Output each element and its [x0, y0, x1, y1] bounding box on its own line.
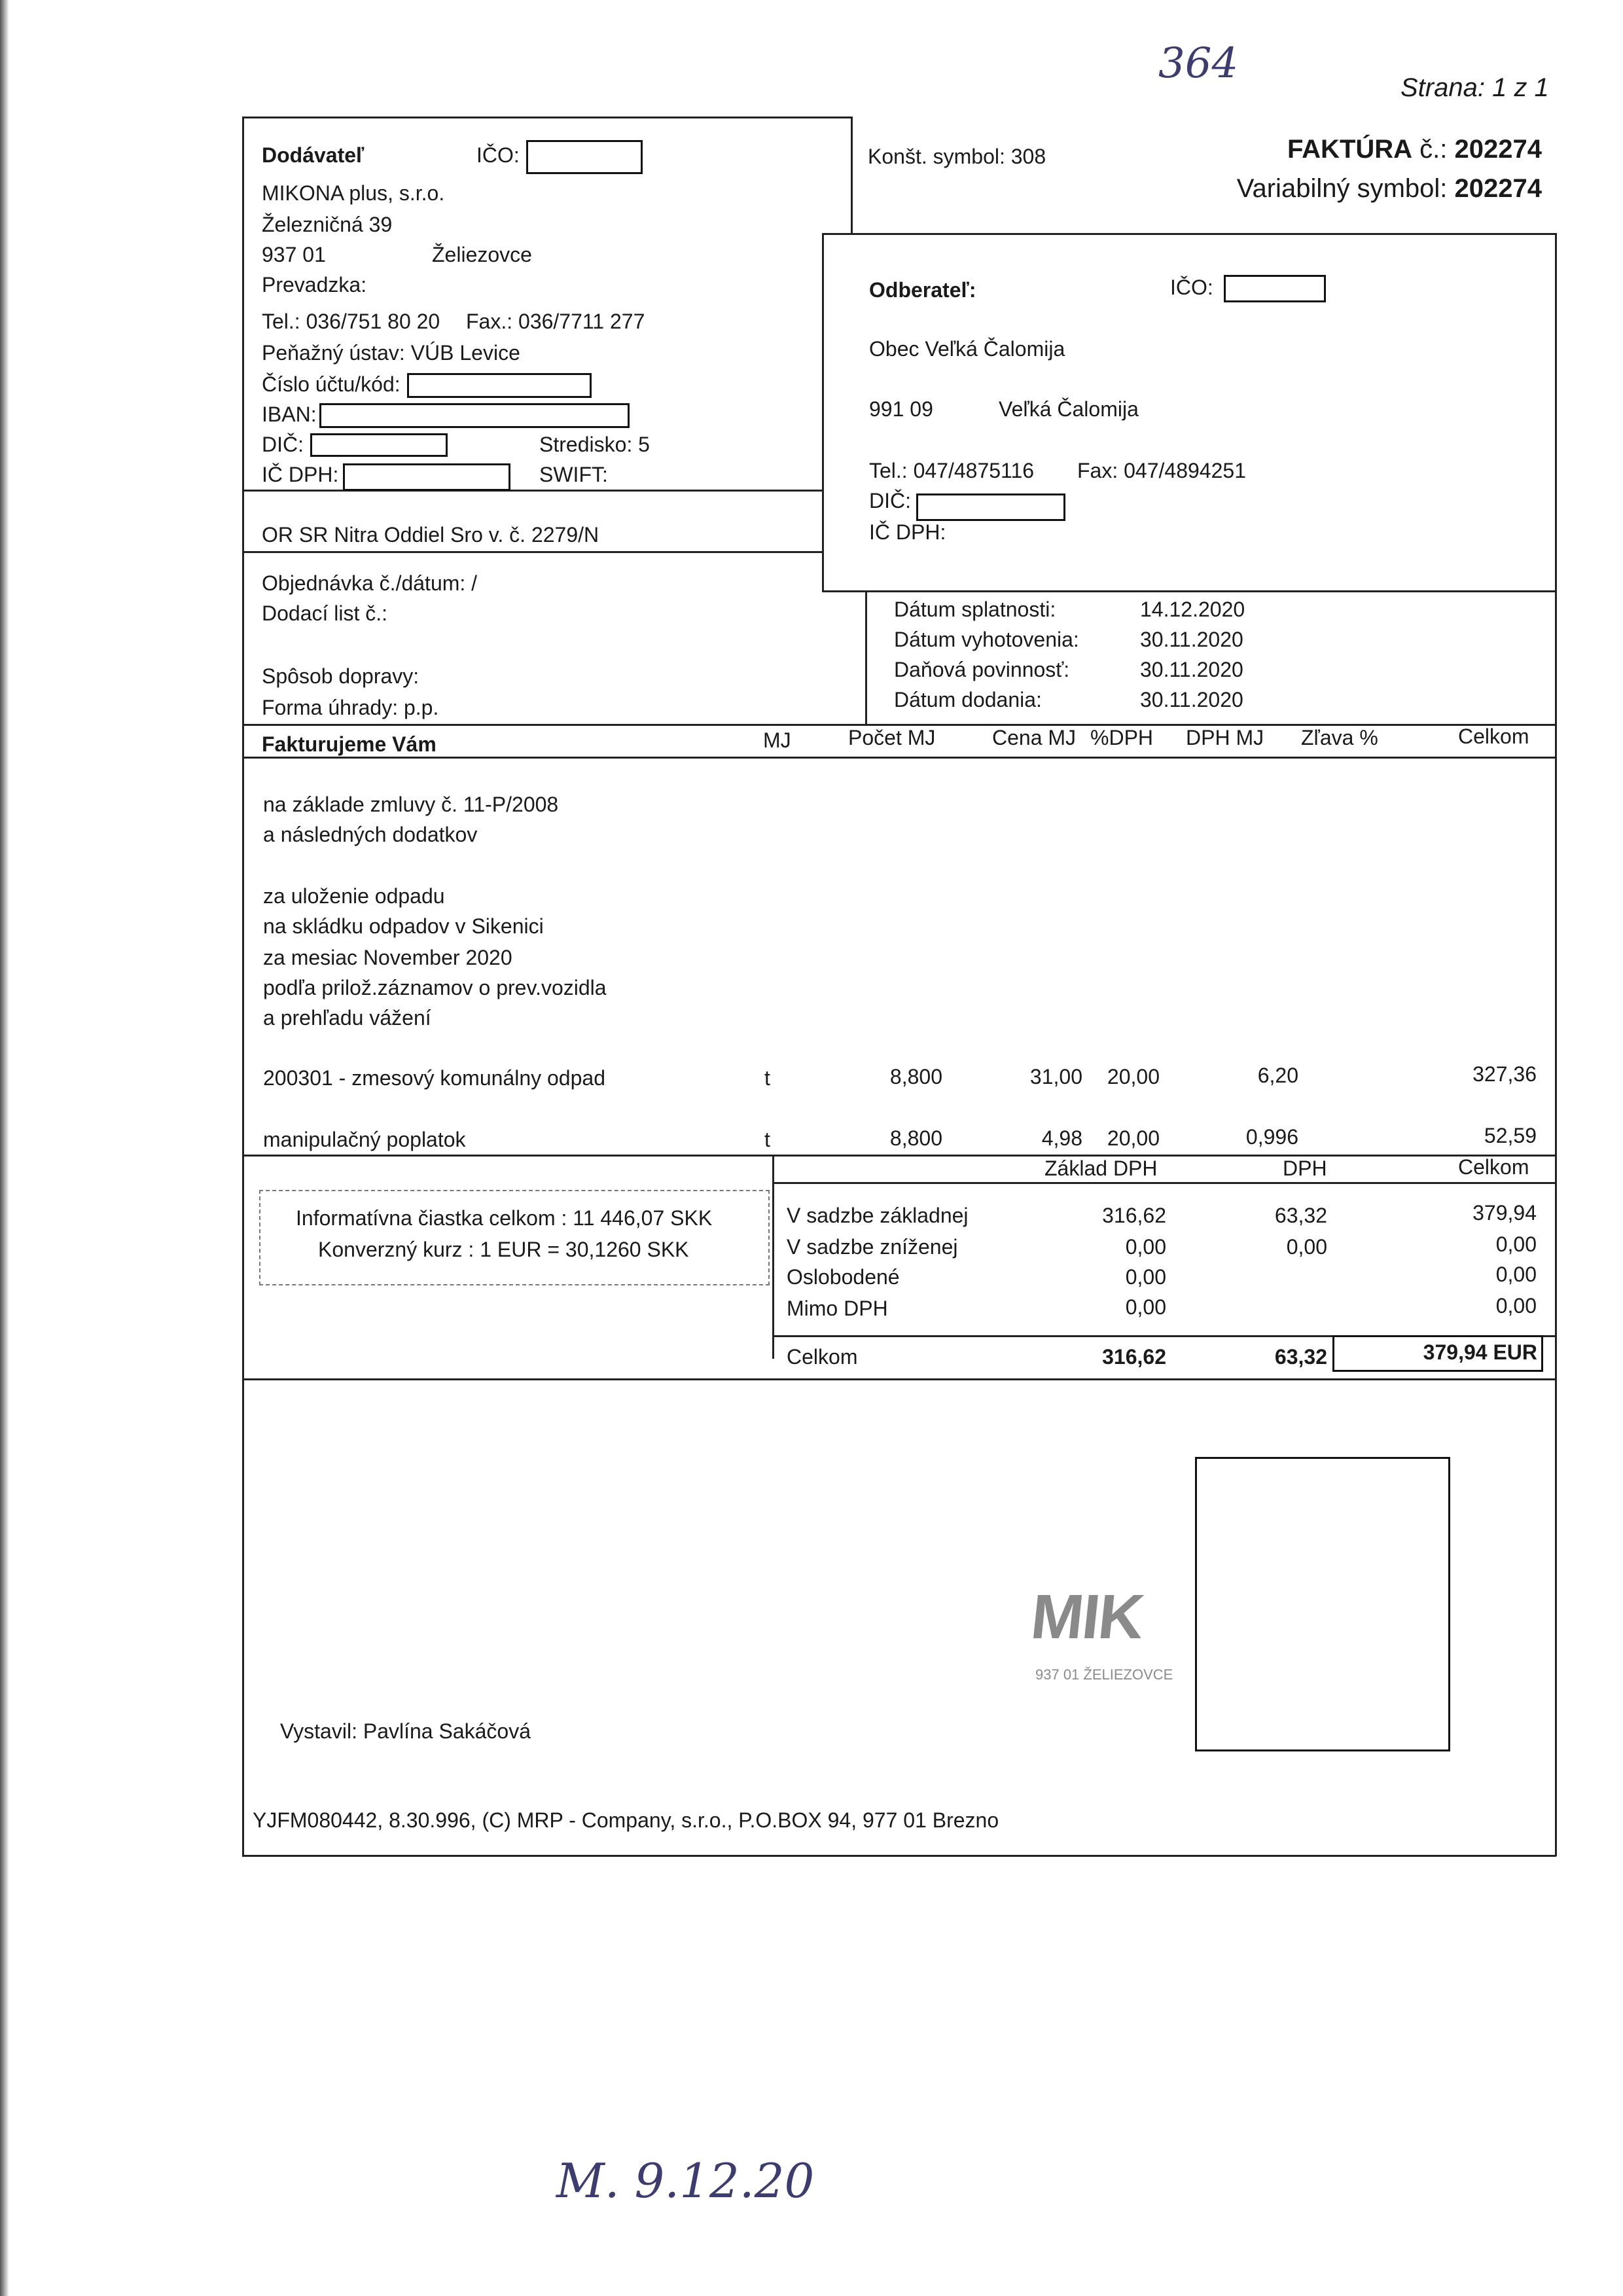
order-date-sep [865, 590, 867, 725]
scan-edge-shadow [0, 0, 9, 2296]
frame-left [242, 117, 244, 1856]
invoice-number: 202274 [1454, 135, 1542, 164]
date-label: Dátum vyhotovenia: [894, 628, 1079, 651]
footer-text: YJFM080442, 8.30.996, (C) MRP - Company, s.r.o., P.O.BOX 94, 977 01 Brezno [253, 1808, 999, 1832]
item-total: 327,36 [1472, 1062, 1537, 1086]
item-qty: 8,800 [889, 1126, 942, 1150]
delivery-note-label: Dodací list č.: [262, 601, 388, 625]
supplier-street: Železničná 39 [262, 213, 393, 236]
grand-total: 379,94 EUR [1332, 1335, 1543, 1372]
summary-bottom [242, 1378, 1556, 1380]
handwritten-date: M. 9.12.20 [556, 2153, 815, 2208]
customer-dic-label: DIČ: [869, 489, 911, 512]
item-qty: 8,800 [889, 1065, 942, 1088]
summary-total: 0,00 [1495, 1294, 1537, 1318]
summary-base: 316,62 [1102, 1204, 1166, 1227]
description-line: na skládku odpadov v Sikenici [263, 914, 544, 938]
handwritten-number: 364 [1158, 39, 1239, 88]
item-vat-mj: 0,996 [1245, 1125, 1298, 1149]
redacted-supplier-icdph [343, 463, 510, 491]
supplier-fax: Fax.: 036/7711 277 [466, 310, 645, 333]
supplier-center: Stredisko: 5 [539, 433, 650, 456]
summary-col-base: Základ DPH [1044, 1157, 1158, 1180]
summary-total: 0,00 [1495, 1263, 1537, 1286]
summary-total-base: 316,62 [1102, 1345, 1166, 1369]
customer-box-bottom [822, 590, 1556, 592]
supplier-icdph-label: IČ DPH: [262, 463, 339, 486]
date-label: Dátum splatnosti: [894, 598, 1056, 621]
col-qty: Počet MJ [848, 726, 936, 749]
summary-label: Mimo DPH [787, 1297, 888, 1320]
var-symbol-row [1237, 174, 1542, 204]
customer-label: Odberateľ: [869, 278, 976, 302]
summary-header-bottom [772, 1182, 1556, 1184]
supplier-sep-1 [242, 490, 822, 492]
summary-total: 379,94 [1472, 1201, 1537, 1225]
summary-vat: 63,32 [1274, 1204, 1327, 1227]
description-line: za uloženie odpadu [263, 884, 445, 908]
customer-zip: 991 09 [869, 397, 933, 421]
supplier-registry: OR SR Nitra Oddiel Sro v. č. 2279/N [262, 523, 599, 547]
item-price: 4,98 [1041, 1126, 1082, 1150]
description-line: a následných dodatkov [263, 823, 478, 846]
date-value: 14.12.2020 [1140, 598, 1245, 621]
item-mj: t [764, 1128, 770, 1151]
summary-left [772, 1155, 774, 1359]
supplier-ico-label: IČO: [476, 143, 520, 167]
supplier-iban-label: IBAN: [262, 403, 317, 426]
item-name: 200301 - zmesový komunálny odpad [263, 1066, 605, 1090]
summary-col-total: Celkom [1458, 1155, 1529, 1179]
summary-label: V sadzbe základnej [787, 1204, 969, 1227]
konst-symbol: Konšt. symbol: 308 [868, 145, 1046, 168]
description-line: a prehľadu vážení [263, 1006, 431, 1030]
supplier-label: Dodávateľ [262, 143, 365, 167]
summary-total-label: Celkom [787, 1345, 858, 1369]
invoice-title-row [1287, 135, 1542, 164]
company-stamp-logo: MIK [1027, 1582, 1147, 1652]
items-bottom [242, 1155, 1556, 1157]
col-price: Cena MJ [992, 726, 1077, 749]
summary-label: V sadzbe zníženej [787, 1235, 958, 1259]
payment-label: Forma úhrady: p.p. [262, 696, 439, 719]
item-name: manipulačný poplatok [263, 1128, 466, 1151]
items-header-bottom [242, 757, 1556, 759]
col-mj: MJ [763, 728, 791, 752]
customer-phone: Tel.: 047/4875116 [869, 459, 1035, 482]
item-mj: t [764, 1066, 770, 1090]
company-stamp-address: 937 01 ŽELIEZOVCE [1035, 1666, 1173, 1683]
frame-bottom [242, 1855, 1556, 1857]
summary-col-vat: DPH [1283, 1157, 1327, 1180]
description-line: za mesiac November 2020 [263, 946, 512, 969]
supplier-name: MIKONA plus, s.r.o. [262, 181, 445, 205]
customer-box-left [822, 233, 824, 592]
invoice-title: FAKTÚRA [1287, 135, 1413, 164]
summary-vat: 0,00 [1286, 1235, 1327, 1259]
frame-right [1555, 233, 1557, 1856]
supplier-city: Želiezovce [432, 243, 532, 266]
items-title: Fakturujeme Vám [262, 732, 437, 756]
info-rate: Konverzný kurz : 1 EUR = 30,1260 SKK [318, 1238, 689, 1261]
frame-mid [851, 117, 853, 234]
supplier-office: Prevadzka: [262, 273, 367, 296]
item-vat-pct: 20,00 [1107, 1126, 1160, 1150]
col-vat-mj: DPH MJ [1186, 726, 1264, 749]
customer-icdph-label: IČ DPH: [869, 520, 946, 544]
frame-header-sep [822, 233, 1556, 235]
customer-ico-label: IČO: [1170, 276, 1213, 299]
frame-top [242, 117, 851, 118]
var-symbol-label: Variabilný symbol: [1236, 174, 1448, 203]
item-price: 31,00 [1029, 1065, 1082, 1088]
transport-label: Spôsob dopravy: [262, 664, 419, 688]
col-discount: Zľava % [1301, 726, 1378, 749]
item-vat-mj: 6,20 [1257, 1064, 1298, 1087]
redacted-supplier-ico [526, 140, 643, 174]
redacted-iban [319, 403, 630, 428]
customer-fax: Fax: 047/4894251 [1077, 459, 1246, 482]
supplier-swift-label: SWIFT: [539, 463, 608, 486]
date-label: Dátum dodania: [894, 688, 1042, 711]
item-total: 52,59 [1484, 1124, 1537, 1147]
summary-base: 0,00 [1125, 1265, 1166, 1289]
col-total: Celkom [1458, 725, 1529, 748]
supplier-sep-2 [242, 551, 822, 553]
redacted-customer-dic [916, 493, 1065, 521]
date-value: 30.11.2020 [1140, 658, 1243, 681]
description-line: na základe zmluvy č. 11-P/2008 [263, 793, 559, 816]
summary-label: Oslobodené [787, 1265, 900, 1289]
redacted-customer-ico [1224, 275, 1326, 302]
col-vat-pct: %DPH [1090, 726, 1154, 749]
customer-city: Veľká Čalomija [999, 397, 1139, 421]
supplier-bank: Peňažný ústav: VÚB Levice [262, 341, 520, 365]
redacted-signature [1195, 1457, 1450, 1751]
info-amount: Informatívna čiastka celkom : 11 446,07 SKK [296, 1206, 713, 1230]
issued-by: Vystavil: Pavlína Sakáčová [280, 1719, 531, 1743]
page-number: Strana: 1 z 1 [1400, 73, 1549, 102]
date-value: 30.11.2020 [1140, 628, 1243, 651]
summary-total: 0,00 [1495, 1232, 1537, 1256]
invoice-number-label: č.: [1419, 135, 1448, 164]
redacted-supplier-dic [310, 433, 448, 457]
supplier-dic-label: DIČ: [262, 433, 304, 456]
description-line: podľa prilož.záznamov o prev.vozidla [263, 976, 607, 999]
redacted-account [407, 373, 592, 398]
var-symbol: 202274 [1454, 174, 1542, 203]
customer-name: Obec Veľká Čalomija [869, 337, 1065, 361]
date-value: 30.11.2020 [1140, 688, 1243, 711]
item-vat-pct: 20,00 [1107, 1065, 1160, 1088]
date-label: Daňová povinnosť: [894, 658, 1070, 681]
order-label: Objednávka č./dátum: / [262, 571, 478, 595]
supplier-account-label: Číslo účtu/kód: [262, 372, 401, 396]
summary-total-vat: 63,32 [1274, 1345, 1327, 1369]
supplier-zip: 937 01 [262, 243, 326, 266]
summary-base: 0,00 [1125, 1235, 1166, 1259]
summary-base: 0,00 [1125, 1295, 1166, 1319]
supplier-phone: Tel.: 036/751 80 20 [262, 310, 440, 333]
